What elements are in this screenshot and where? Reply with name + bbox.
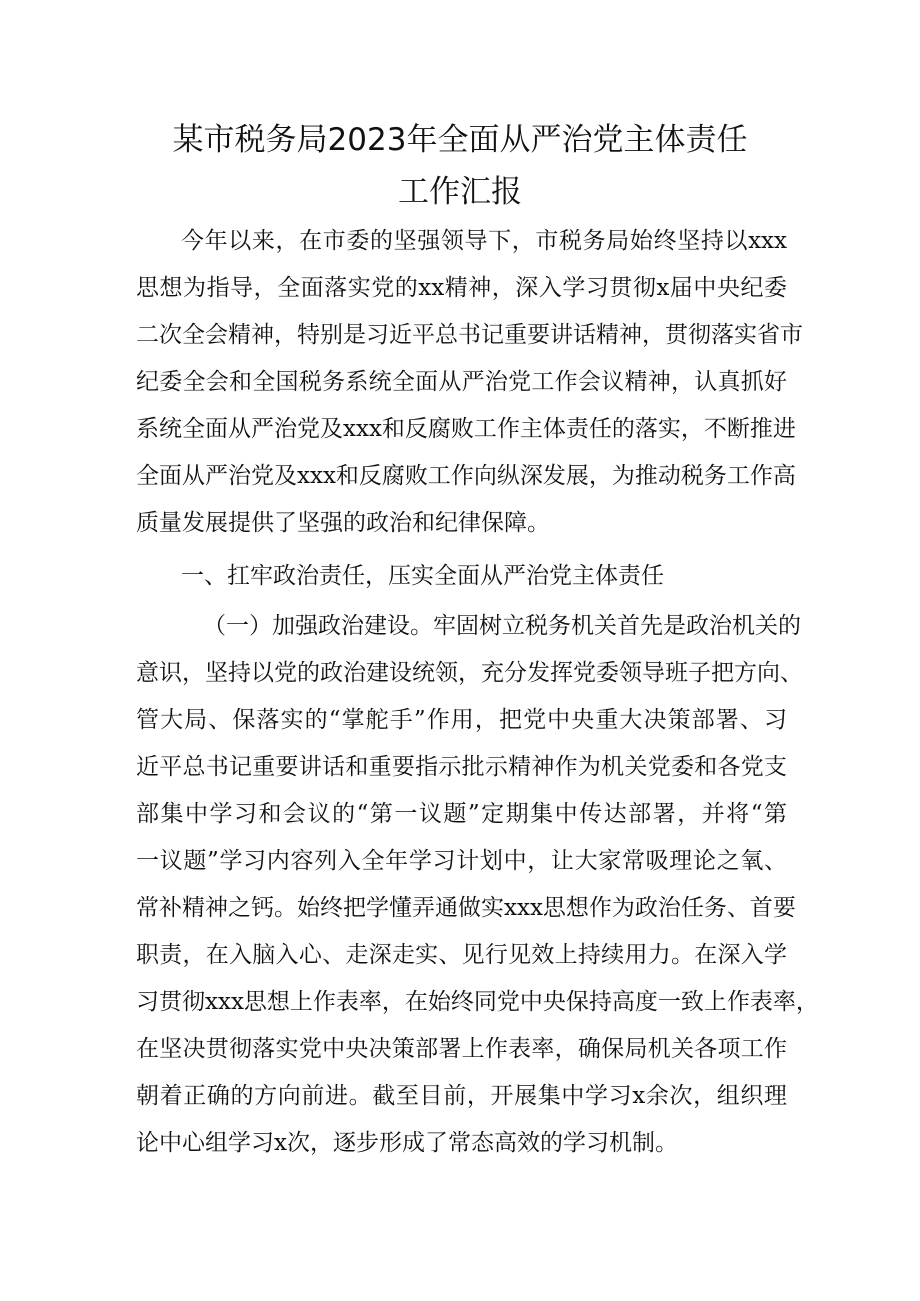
paragraph-line: 思想为指导，全面落实党的xx精神，深入学习贯彻x届中央纪委 xyxy=(136,275,787,301)
paragraph-line: 纪委全会和全国税务系统全面从严治党工作会议精神，认真抓好 xyxy=(136,369,787,395)
paragraph-line: 近平总书记重要讲话和重要指示批示精神作为机关党委和各党支 xyxy=(136,754,787,780)
paragraph-line: 习贯彻xxx思想上作表率，在始终同党中央保持高度一致上作表率， xyxy=(136,989,819,1015)
paragraph-line: 部集中学习和会议的“第一议题”定期集中传达部署，并将“第 xyxy=(136,801,787,827)
paragraph-line: （一）加强政治建设。牢固树立税务机关首先是政治机关的 xyxy=(203,613,801,639)
paragraph-line: 全面从严治党及xxx和反腐败工作向纵深发展，为推动税务工作高 xyxy=(136,463,796,489)
paragraph-line: 职责，在入脑入心、走深走实、见行见效上持续用力。在深入学 xyxy=(136,942,787,968)
paragraph-line: 系统全面从严治党及xxx和反腐败工作主体责任的落实，不断推进 xyxy=(136,416,796,442)
document-title-line-1: 某市税务局2023年全面从严治党主体责任 xyxy=(172,122,748,158)
paragraph-line: 管大局、保落实的“掌舵手”作用，把党中央重大决策部署、习 xyxy=(136,707,787,733)
paragraph-line: 质量发展提供了坚强的政治和纪律保障。 xyxy=(136,510,550,536)
paragraph-line: 二次全会精神，特别是习近平总书记重要讲话精神，贯彻落实省市 xyxy=(136,322,803,348)
paragraph-line: 论中心组学习x次，逐步形成了常态高效的学习机制。 xyxy=(136,1130,678,1156)
document-title-line-2: 工作汇报 xyxy=(398,174,522,210)
paragraph-line: 常补精神之钙。始终把学懂弄通做实xxx思想作为政治任务、首要 xyxy=(136,895,796,921)
paragraph-line: 朝着正确的方向前进。截至目前，开展集中学习x余次，组织理 xyxy=(136,1083,787,1109)
paragraph-line: 今年以来，在市委的坚强领导下，市税务局始终坚持以xxx xyxy=(181,228,787,254)
section-heading-1: 一、扛牢政治责任，压实全面从严治党主体责任 xyxy=(181,563,664,589)
paragraph-line: 意识，坚持以党的政治建设统领，充分发挥党委领导班子把方向、 xyxy=(136,660,803,686)
paragraph-line: 在坚决贯彻落实党中央决策部署上作表率，确保局机关各项工作 xyxy=(136,1036,787,1062)
paragraph-line: 一议题”学习内容列入全年学习计划中，让大家常吸理论之氧、 xyxy=(136,848,787,874)
